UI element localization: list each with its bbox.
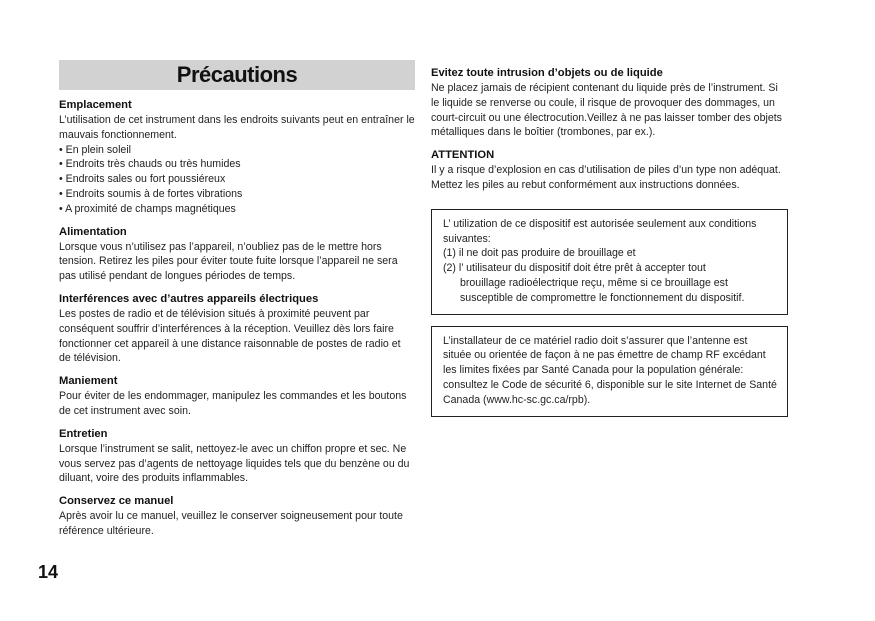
notice-condition-1: (1) il ne doit pas produire de brouillage et: [443, 247, 636, 260]
notice-intro: L’ utilization de ce dispositif est autorisée seulement aux conditions suivantes:: [443, 217, 757, 245]
list-item: • Endroits soumis à de fortes vibrations: [59, 187, 415, 202]
rf-notice-text: L’installateur de ce matériel radio doit s’assurer que l’antenne est située ou orientée de façon à ne pas émettre de champ RF excédant les limites fixées par Santé Canada pour la population générale: consultez le Code de sécurité 6, disponible sur le site Internet de Santé Canada (www.hc-sc.gc.ca/rpb).: [443, 334, 777, 406]
section-text: Les postes de radio et de télévision situés à proximité peuvent par conséquent souffrir d’interférences à la réception. Veuillez dès lors faire fonctionner cet appareil à une distance raisonnable de postes de radio et de télévision.: [59, 307, 401, 365]
section-intrusion: [431, 66, 788, 140]
section-text: Après avoir lu ce manuel, veuillez le conserver soigneusement pour toute référence ultérieure.: [59, 510, 403, 537]
section-text: Lorsque l’instrument se salit, nettoyez-le avec un chiffon propre et sec. Ne vous servez pas d’agents de nettoyage liquides tels que du benzène ou du diluant, voire des produits inflammables.: [59, 442, 410, 485]
section-heading: ATTENTION: [431, 149, 495, 162]
section-heading: Entretien: [59, 427, 108, 440]
section-heading: Interférences avec d’autres appareils électriques: [59, 292, 319, 305]
bullet-list: [59, 143, 415, 217]
section-text: Il y a risque d’explosion en cas d’utilisation de piles d’un type non adéquat. Mettez les piles au rebut conformément aux instructions données.: [431, 164, 781, 191]
section-heading: Evitez toute intrusion d’objets ou de liquide: [431, 67, 663, 79]
section-conservez: [59, 494, 415, 539]
section-heading: Emplacement: [59, 99, 132, 111]
section-text: Ne placez jamais de récipient contenant du liquide près de l’instrument. Si le liquide se renverse ou coule, il risque de provoquer des dommages, un court-circuit ou une électrocution.Veillez à ne pas laisser tomber des objets métalliques dans le boîtier (trombones, par ex.).: [431, 82, 782, 139]
section-heading: Maniement: [59, 375, 118, 388]
list-item: • Endroits sales ou fort poussiéreux: [59, 172, 415, 187]
list-item: • En plein soleil: [59, 143, 415, 158]
notice-condition-2-continued: brouillage radioélectrique reçu, même si ce brouillage est susceptible de compromettre le fonctionnement du dispositif.: [460, 276, 745, 304]
section-heading: Alimentation: [59, 225, 127, 238]
page-title: Précautions: [59, 60, 415, 90]
list-item: • Endroits très chauds ou très humides: [59, 157, 415, 172]
section-text: Pour éviter de les endommager, manipulez les commandes et les boutons de cet instrument avec soin.: [59, 390, 407, 417]
rf-notice-box: [431, 326, 788, 417]
section-interferences: [59, 292, 415, 366]
section-maniement: [59, 374, 415, 419]
regulatory-notice-box: [431, 209, 788, 315]
right-column: [431, 60, 788, 417]
section-text: Lorsque vous n’utilisez pas l’appareil, n’oubliez pas de le mettre hors tension. Retirez les piles pour éviter toute fuite lorsque l’appareil ne sera pas utilisé pendant de longues périodes de temps.: [59, 240, 398, 283]
section-entretien: [59, 427, 415, 486]
list-item: • A proximité de champs magnétiques: [59, 202, 415, 217]
section-text: L’utilisation de cet instrument dans les endroits suivants peut en entraîner le mauvais fonctionnement.: [59, 114, 415, 141]
page-number: 14: [38, 562, 59, 582]
section-alimentation: [59, 225, 415, 284]
section-attention: [431, 148, 788, 193]
section-emplacement: [59, 98, 415, 217]
section-heading: Conservez ce manuel: [59, 495, 174, 508]
notice-condition-2: (2) l’ utilisateur du dispositif doit étre prêt à accepter tout: [443, 262, 706, 275]
left-column: [59, 60, 415, 539]
